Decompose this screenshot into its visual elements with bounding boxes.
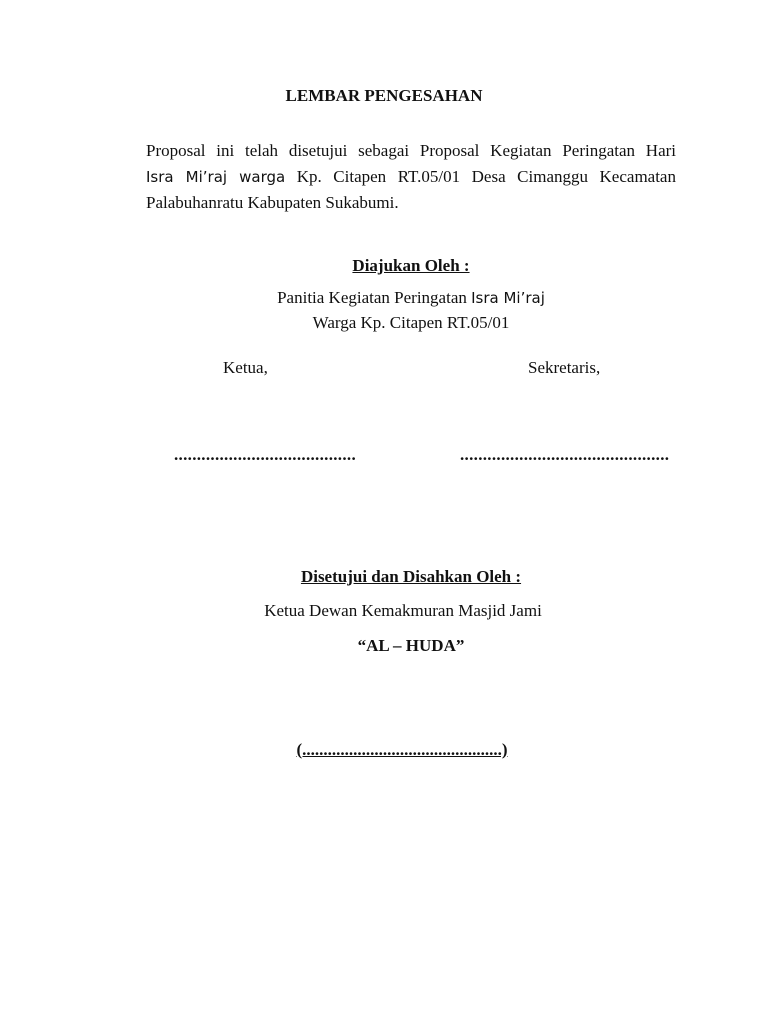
event-name: Isra Mi’raj warga (146, 168, 286, 186)
document-title: LEMBAR PENGESAHAN (285, 86, 483, 105)
chair-signature-line: ........................................ (174, 445, 356, 464)
approved-by-heading: Disetujui dan Disahkan Oleh : (300, 567, 522, 586)
submitted-by-heading: Diajukan Oleh : (352, 256, 470, 275)
paragraph-line-1: Proposal ini telah disetujui sebagai Proposal Kegiatan Peringatan Hari (146, 141, 676, 160)
secretary-signature-line: .............................................. (460, 445, 670, 464)
mosque-name: “AL – HUDA” (357, 636, 465, 655)
committee-event: Isra Mi’raj (471, 289, 545, 307)
approval-paragraph (146, 138, 676, 216)
committee-prefix: Panitia Kegiatan Peringatan (277, 288, 472, 307)
paragraph-line-2 (146, 164, 676, 190)
approver-signature-line: (...............................................) (296, 740, 508, 759)
residents-line: Warga Kp. Citapen RT.05/01 (312, 313, 510, 332)
secretary-label: Sekretaris, (528, 358, 601, 377)
committee-line (0, 288, 768, 308)
approver-position: Ketua Dewan Kemakmuran Masjid Jami (264, 601, 542, 620)
paragraph-line-3: Palabuhanratu Kabupaten Sukabumi. (146, 193, 399, 212)
chair-label: Ketua, (223, 358, 268, 377)
location-text: Kp. Citapen RT.05/01 Desa Cimanggu Kecamatan (285, 167, 676, 186)
